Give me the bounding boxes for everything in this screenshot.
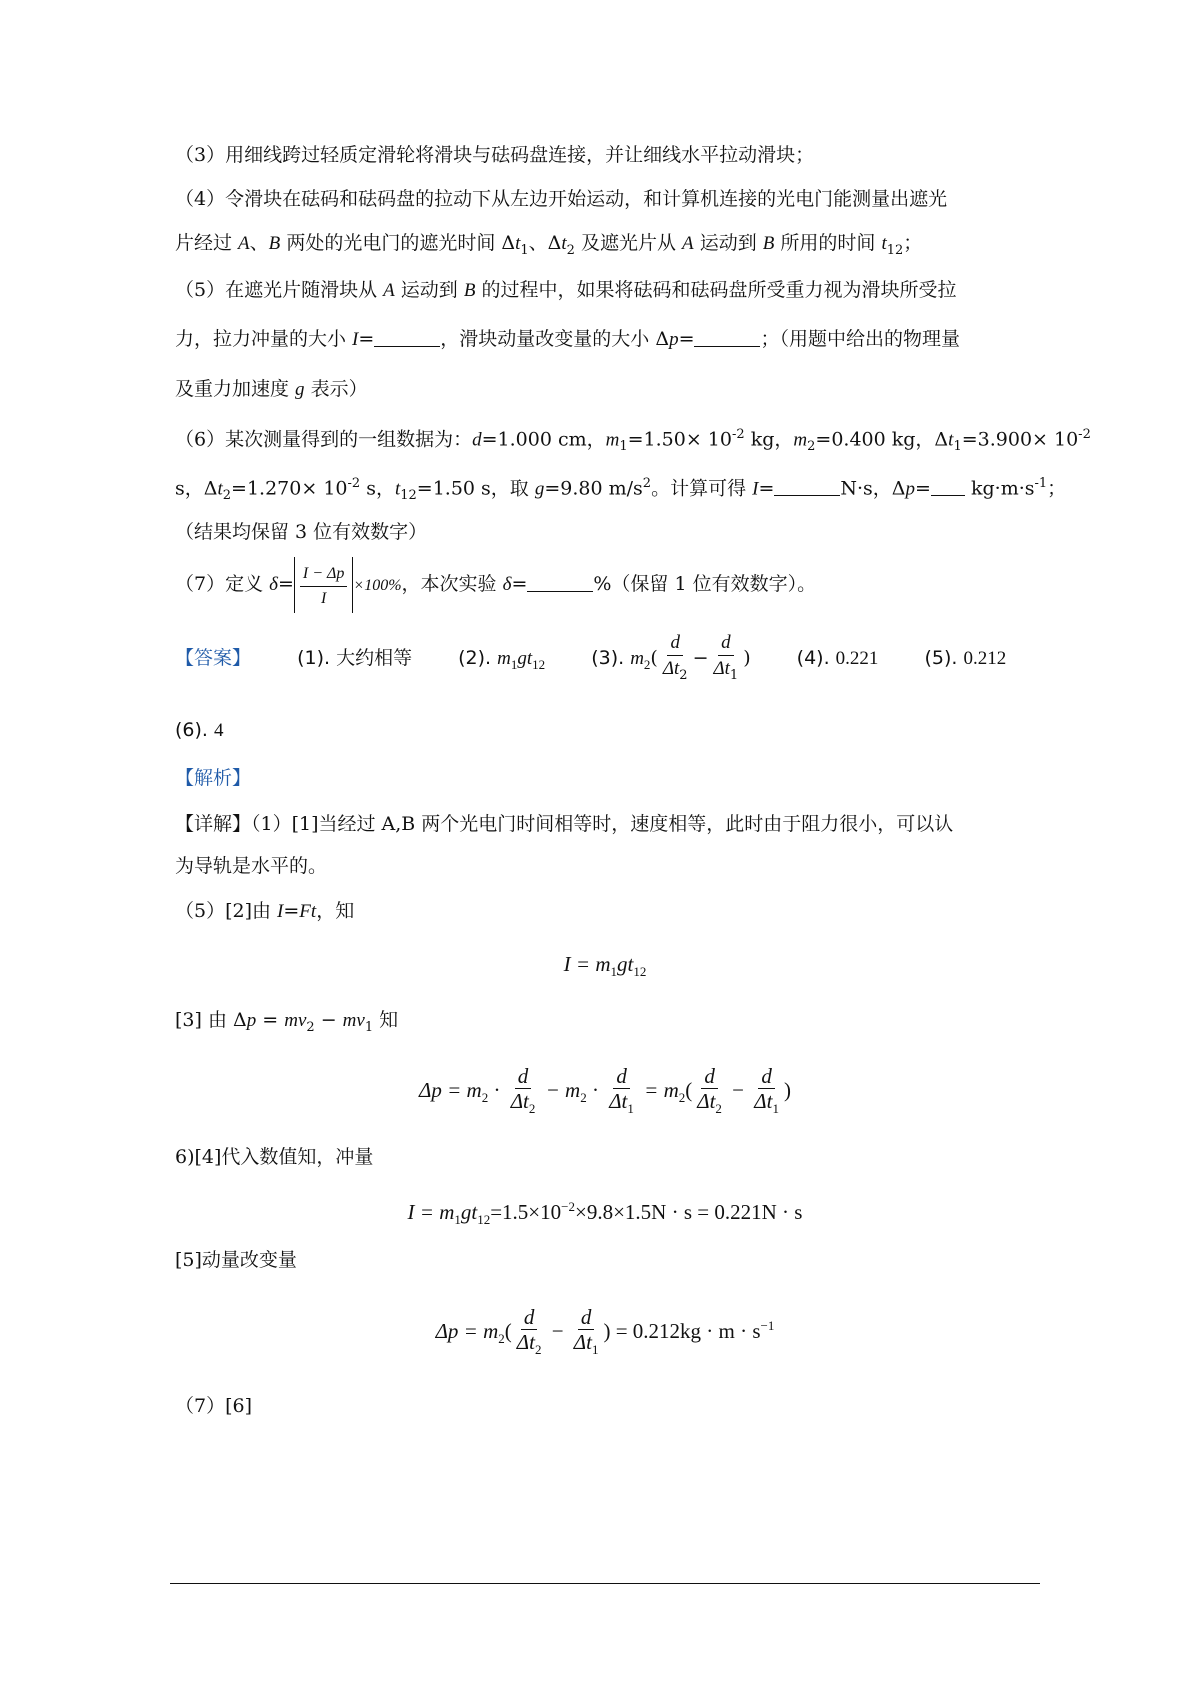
- answer-blank[interactable]: [527, 571, 593, 592]
- answer-blank[interactable]: [694, 326, 760, 347]
- detail-3: [3] 由 $\Delta p = mv_2 - mv_1$ 知: [175, 1009, 399, 1035]
- question-5-line-2: 力，拉力冲量的大小 I= ，滑块动量改变量的大小 Δp= ；（用题中给出的物理量: [175, 328, 960, 350]
- detail-1-line-2: 为导轨是水平的。: [175, 855, 328, 877]
- detail-5: （5）[2]由 I=Ft，知: [175, 900, 355, 922]
- answer-row-2: (6). 4: [175, 719, 224, 741]
- answer-tag: 【答案】: [175, 647, 252, 669]
- question-3: （3）用细线跨过轻质定滑轮将滑块与砝码盘连接，并让细线水平拉动滑块；: [175, 144, 815, 166]
- absolute-value: $\frac{I - \Delta p}{I}$: [294, 557, 354, 613]
- analysis-tag: 【解析】: [175, 767, 252, 789]
- question-7: （7）定义 δ= $\frac{I - \Delta p}{I}$ ×100%，本次实验 δ= %（保留 1 位有效数字）。: [175, 556, 1035, 616]
- equation-momentum-value: $\Delta p = m_2$( $\frac{d}{\Delta t_2}$ − $\frac{d}{\Delta t_1}$ ) = $0.212kg \cdot m \cdot s^{-1}$: [435, 1304, 775, 1357]
- answer-row: 【答案】 (1). 大约相等 (2). $m_1gt_{12}$ (3). $m_2$( $\frac{d}{\Delta t_2}$ − $\frac{d}{\Delta t_1}$ ) (4). 0.221 (5). 0.212: [175, 631, 1007, 683]
- equation-impulse: $I = m_1gt_{12}$: [563, 952, 647, 980]
- detail-6: 6)[4]代入数值知，冲量: [175, 1146, 374, 1168]
- question-5-line-3: 及重力加速度 g 表示）: [175, 378, 368, 400]
- footer-divider: [170, 1583, 1040, 1584]
- answer-blank[interactable]: [774, 475, 840, 496]
- question-6-line-2: s，$\Delta t_2=1.270\times 10^{-2}$ s，$t_{12}=1.50$ s，取 g=9.80 $m/s^2$。计算可得 I= N·s，$\Delta p= kg\cdot m\cdot s^{-1}$；: [175, 476, 1067, 504]
- detail-7: （7）[6]: [175, 1395, 253, 1417]
- equation-impulse-value: $I = m_1gt_{12}=1.5\times 10^{-2}\times 9.8\times 1.5N \cdot s = 0.221N \cdot s$: [407, 1199, 803, 1228]
- equation-momentum-change: $\Delta p = m_2$ · $\frac{d}{\Delta t_2}$ − $m_2$ · $\frac{d}{\Delta t_1}$ = $m_2$( $\frac{d}{\Delta t_2}$ − $\frac{d}{\Delta t_1}$ ): [419, 1063, 791, 1116]
- question-4-line-2: 片经过 A、B 两处的光电门的遮光时间 $\Delta t_1$、$\Delta t_2$ 及遮光片从 A 运动到 B 所用的时间 $t_{12}$；: [175, 232, 923, 258]
- question-5-line-1: （5）在遮光片随滑块从 A 运动到 B 的过程中，如果将砝码和砝码盘所受重力视为滑块所受拉: [175, 279, 957, 301]
- question-4-line-1: （4）令滑块在砝码和砝码盘的拉动下从左边开始运动，和计算机连接的光电门能测量出遮光: [175, 188, 948, 210]
- detail-5b: [5]动量改变量: [175, 1249, 297, 1271]
- question-6-line-3: （结果均保留 3 位有效数字）: [175, 521, 428, 543]
- detail-1-line-1: 【详解】（1）[1]当经过 A,B 两个光电门时间相等时，速度相等，此时由于阻力很小，可以认: [175, 813, 954, 835]
- question-6-line-1: （6）某次测量得到的一组数据为：d=1.000 cm，$m_1=1.50\times 10^{-2}$ kg，$m_2=0.400$ kg，$\Delta t_1=3.900\times 10^{-2}$: [175, 427, 1091, 455]
- answer-blank[interactable]: [374, 326, 440, 347]
- answer-blank[interactable]: [931, 475, 965, 496]
